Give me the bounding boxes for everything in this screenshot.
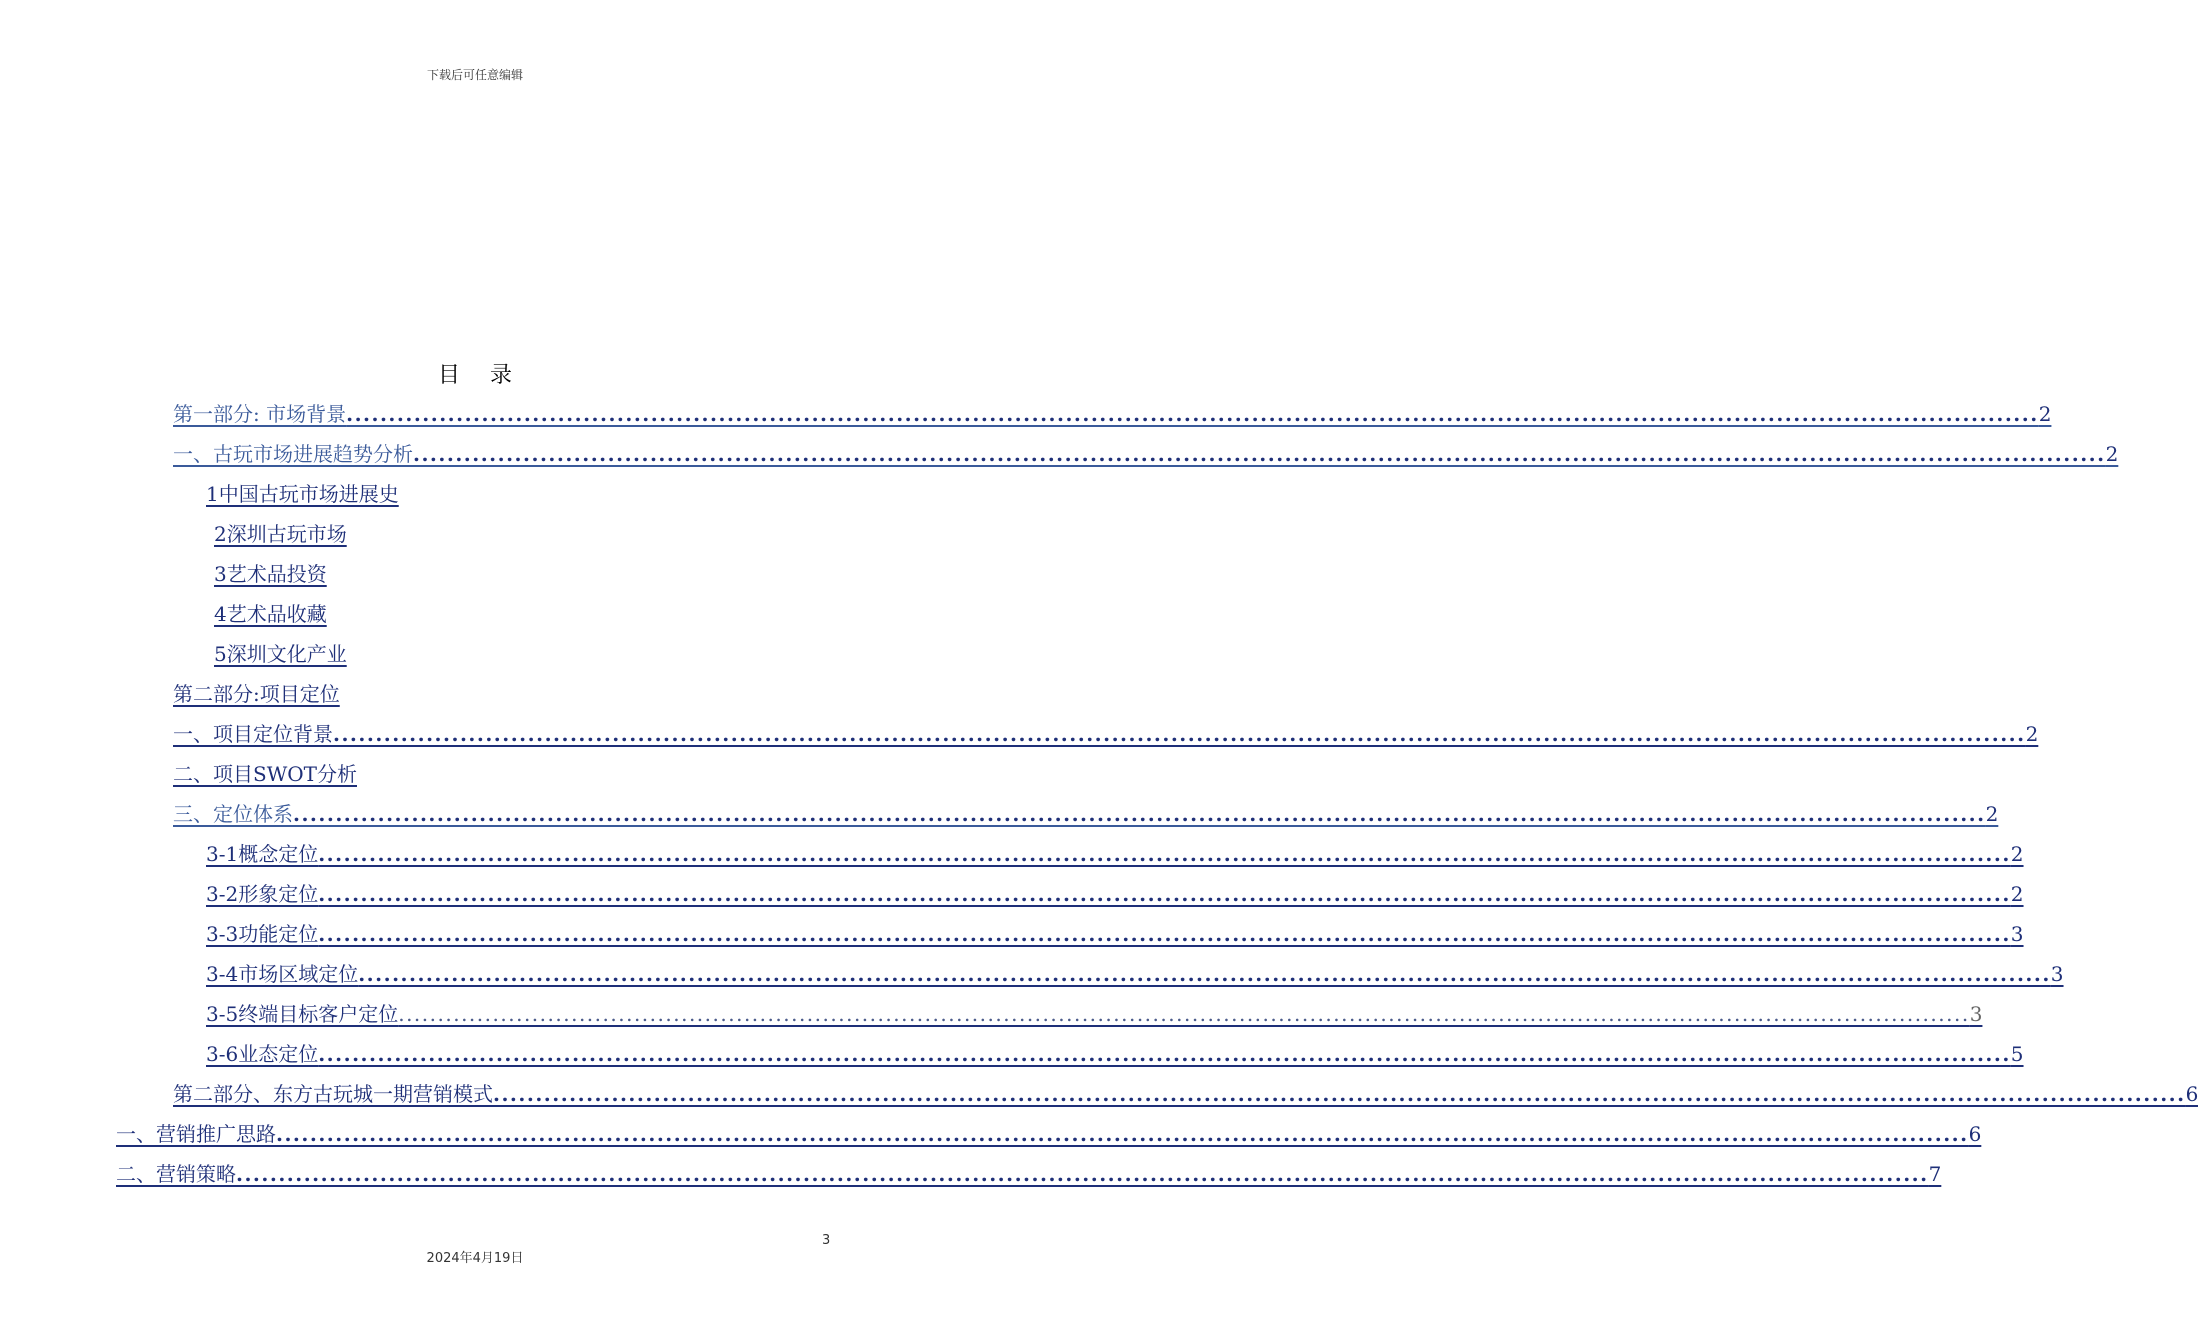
footer-date: 2024年4月19日	[426, 1251, 524, 1266]
toc-entry-part2-marketing[interactable]: 第二部分、东方古玩城一期营销模式 ........................................................................................................................................................................................................ 6	[173, 1082, 2198, 1106]
dot-leader: ........................................................................................................................................................................................................	[236, 1162, 1929, 1186]
dot-leader: ........................................................................................................................................................................................................	[413, 442, 2106, 466]
dot-leader: ........................................................................................................................................................................................................	[318, 882, 2011, 906]
dot-leader: ........................................................................................................................................................................................................	[358, 962, 2051, 986]
toc-entry-culture-industry[interactable]: 5深圳文化产业	[214, 642, 347, 666]
toc-entry-art-investment[interactable]: 3艺术品投资	[214, 562, 327, 586]
dot-leader: ........................................................................................................................................................................................................	[333, 722, 2026, 746]
toc-entry-promotion-ideas[interactable]: 一、营销推广思路 ........................................................................................................................................................................................................ 6	[116, 1122, 1982, 1146]
toc-entry-3-1[interactable]: 3-1概念定位 ........................................................................................................................................................................................................ 2	[206, 842, 2024, 866]
toc-entry-china-history[interactable]: 1中国古玩市场进展史	[206, 482, 399, 506]
toc-title: 目录	[437, 363, 542, 388]
toc-entry-swot[interactable]: 二、项目SWOT分析	[173, 762, 357, 786]
toc-entry-positioning-background[interactable]: 一、项目定位背景 ........................................................................................................................................................................................................ 2	[173, 722, 2039, 746]
toc-entry-marketing-strategy[interactable]: 二、营销策略 ........................................................................................................................................................................................................ 7	[116, 1162, 1942, 1186]
page-header: 下载后可任意编辑	[426, 68, 523, 82]
dot-leader: ........................................................................................................................................................................................................	[276, 1122, 1969, 1146]
dot-leader: ........................................................................................................................................................................................................	[318, 842, 2011, 866]
toc-entry-3-6[interactable]: 3-6业态定位 ........................................................................................................................................................................................................ 5	[206, 1042, 2024, 1066]
toc-entry-3-3[interactable]: 3-3功能定位 ........................................................................................................................................................................................................ 3	[206, 922, 2024, 946]
toc-entry-part1[interactable]: 第一部分: 市场背景 ........................................................................................................................................................................................................ 2	[173, 402, 2052, 426]
page-number: 3	[822, 1233, 831, 1248]
toc-entry-3-2[interactable]: 3-2形象定位 ........................................................................................................................................................................................................ 2	[206, 882, 2024, 906]
toc-entry-3-5[interactable]: 3-5终端目标客户定位 ........................................................................................................................................................................................................ 3	[206, 1002, 1983, 1026]
toc-entry-3-4[interactable]: 3-4市场区域定位 ........................................................................................................................................................................................................ 3	[206, 962, 2064, 986]
dot-leader: ........................................................................................................................................................................................................	[493, 1082, 2186, 1106]
dot-leader: ........................................................................................................................................................................................................	[398, 1002, 1970, 1026]
dot-leader: ........................................................................................................................................................................................................	[346, 402, 2039, 426]
dot-leader: ........................................................................................................................................................................................................	[293, 802, 1986, 826]
toc-entry-shenzhen-market[interactable]: 2深圳古玩市场	[214, 522, 347, 546]
toc-entry-art-collection[interactable]: 4艺术品收藏	[214, 602, 327, 626]
toc-entry-trend-analysis[interactable]: 一、古玩市场进展趋势分析 ........................................................................................................................................................................................................ 2	[173, 442, 2119, 466]
toc-entry-part2-positioning[interactable]: 第二部分:项目定位	[173, 682, 340, 706]
dot-leader: ........................................................................................................................................................................................................	[318, 922, 2011, 946]
dot-leader: ........................................................................................................................................................................................................	[318, 1042, 2011, 1066]
toc-entry-positioning-system[interactable]: 三、定位体系 ........................................................................................................................................................................................................ 2	[173, 802, 1999, 826]
